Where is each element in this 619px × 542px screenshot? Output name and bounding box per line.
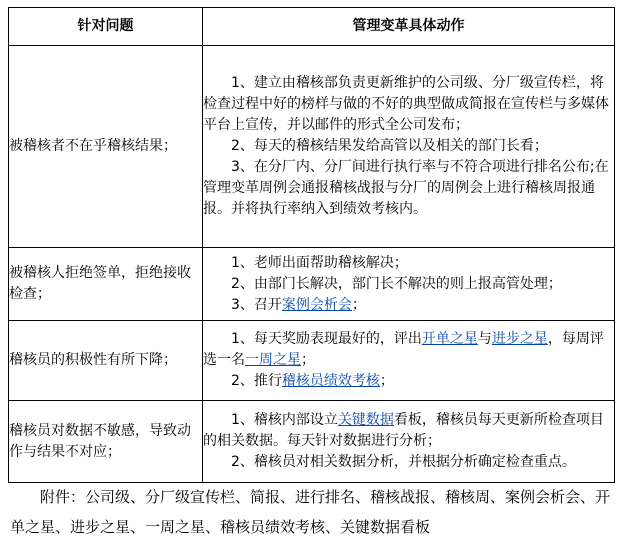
action-item: 1、建立由稽核部负责更新维护的公司级、分厂级宣传栏，将检查过程中好的榜样与做的不好的典型做成简报在宣传栏与多媒体平台上宣传，并以邮件的形式全公司发布；: [203, 75, 609, 133]
week-star-link[interactable]: 一周之星: [245, 352, 301, 368]
table-row: [9, 401, 615, 483]
management-change-table: [8, 7, 615, 483]
header-problem: 针对问题: [9, 8, 203, 46]
action-text: 2、推行: [231, 373, 282, 389]
action-cell: [203, 401, 615, 483]
action-item: 2、稽核员对相关数据分析，并根据分析确定检查重点。: [231, 454, 576, 470]
action-text: 与: [477, 331, 492, 347]
action-cell: [203, 248, 615, 321]
header-actions: 管理变革具体动作: [203, 8, 615, 46]
action-item: [203, 410, 614, 452]
action-cell: [203, 321, 615, 401]
action-item: [203, 371, 614, 392]
table-header-row: [9, 8, 615, 46]
action-text: ；: [379, 373, 394, 389]
action-item: 3、在分厂内、分厂间进行执行率与不符合项进行排名公布;在管理变革周例会通报稽核战报与分厂的周例会上进行稽核周报通报。并将执行率纳入到绩效考核内。: [203, 159, 609, 217]
action-text: 看板，稽核员每天更新所检查项目的相关数据。每天针对数据进行分析；: [203, 412, 604, 449]
key-data-link[interactable]: 关键数据: [337, 412, 394, 428]
table-row: [9, 321, 615, 401]
action-item: 1、老师出面帮助稽核解决；: [231, 254, 408, 271]
appendix-text: 附件：公司级、分厂级宣传栏、简报、进行排名、稽核战报、稽核周、案例会析会、开单之星、进步之星、一周之星、稽核员绩效考核、关键数据看板: [10, 488, 611, 536]
problem-cell: 被稽核人拒绝签单，拒绝接收检查；: [9, 248, 203, 321]
table-row: [9, 248, 615, 321]
problem-cell: 被稽核者不在乎稽核结果；: [9, 46, 203, 248]
case-analysis-meeting-link[interactable]: 案例会析会: [281, 296, 352, 313]
action-text: ；: [301, 352, 315, 368]
action-cell: [203, 46, 615, 248]
action-text: 3、召开: [231, 296, 282, 313]
problem-cell: 稽核员的积极性有所下降；: [9, 321, 203, 401]
problem-cell: 稽核员对数据不敏感，导致动作与结果不对应；: [9, 401, 203, 483]
action-text: 1、稽核内部设立: [231, 412, 338, 428]
action-text: ；: [351, 296, 366, 313]
action-item: 2、每天的稽核结果发给高管以及相关的部门长看；: [231, 138, 548, 154]
progress-star-link[interactable]: 进步之星: [491, 331, 548, 347]
auditor-kpi-link[interactable]: 稽核员绩效考核: [281, 373, 380, 389]
action-text: 1、每天奖励表现最好的，评出: [231, 331, 422, 347]
action-item: [203, 329, 614, 371]
action-text: ，每周评选一名: [203, 331, 604, 368]
action-item: 2、由部门长解决，部门长不解决的则上报高管处理；: [231, 275, 562, 292]
action-item: [203, 295, 614, 316]
billing-star-link[interactable]: 开单之星: [421, 331, 478, 347]
table-row: [9, 46, 615, 248]
